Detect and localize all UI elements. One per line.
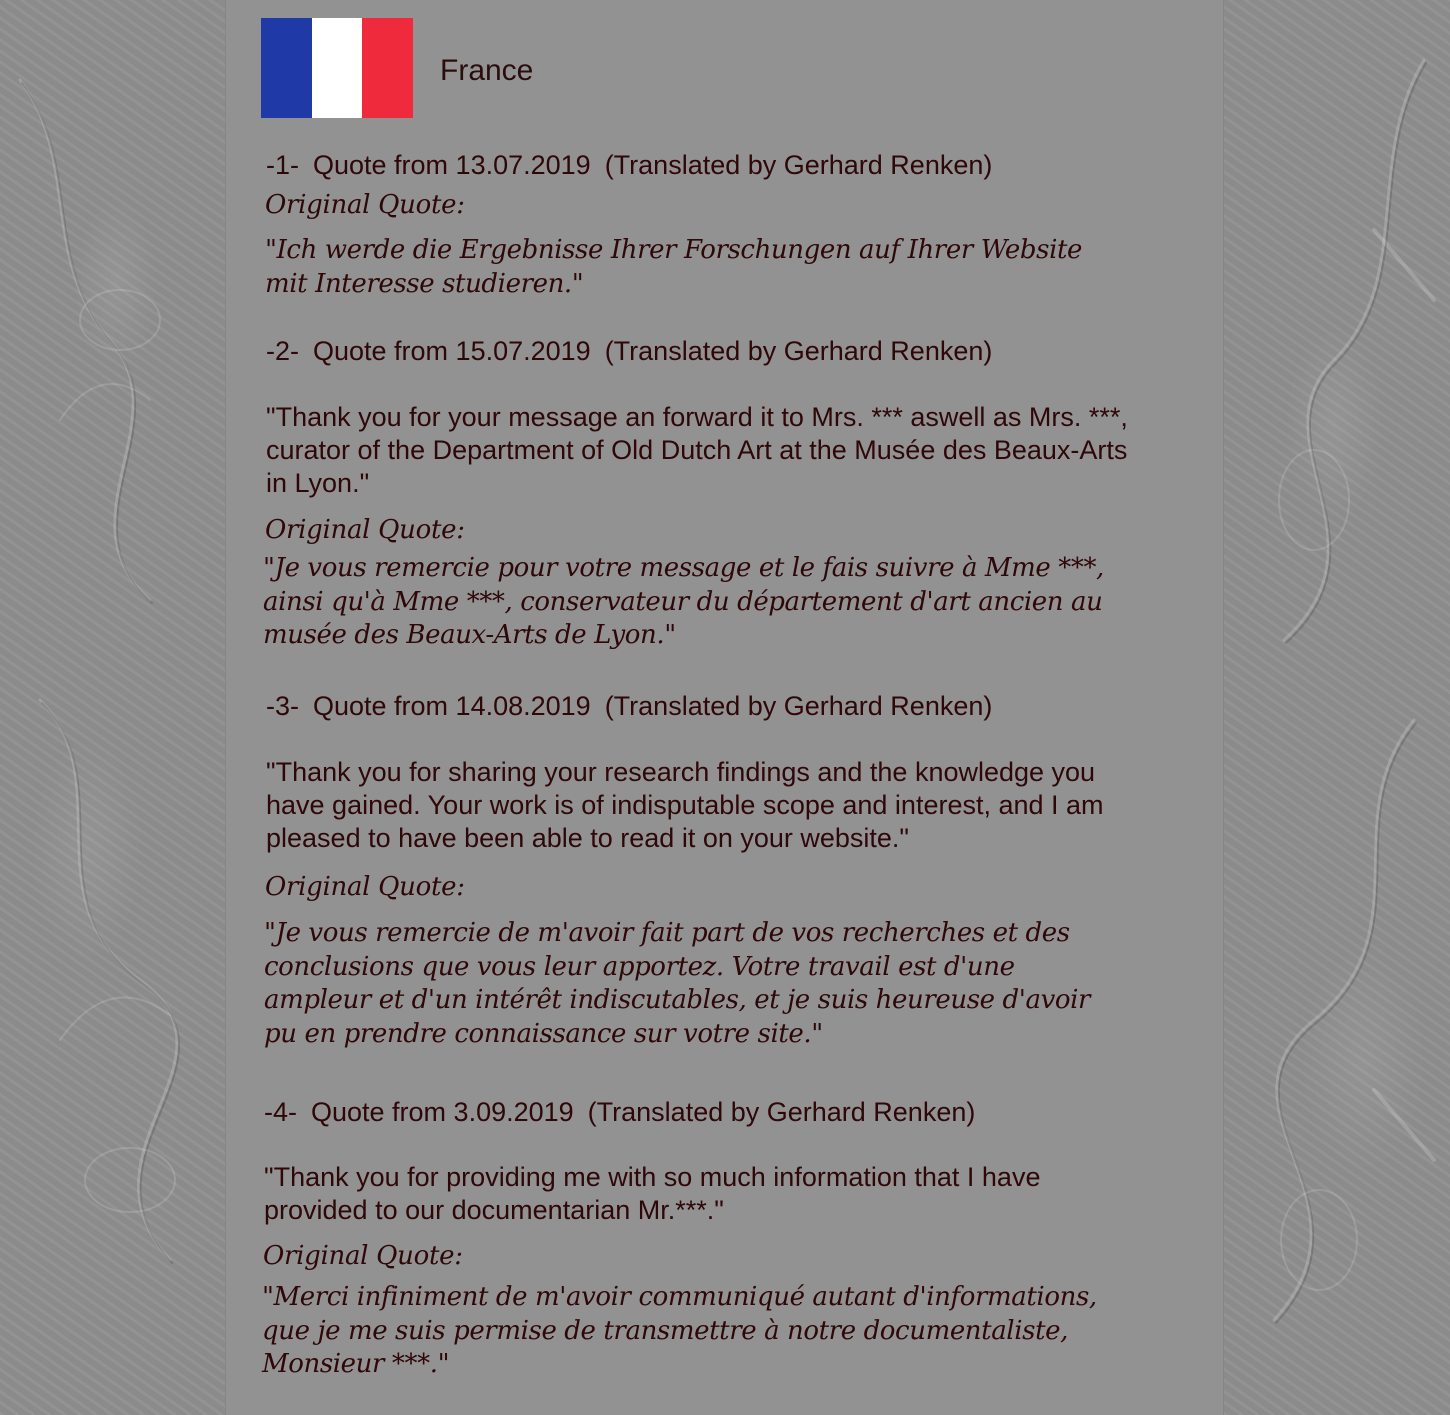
- quote-4-heading: [264, 1096, 975, 1129]
- original-line: mit Interesse studieren.": [265, 268, 584, 299]
- embossed-floral-border-left: [0, 0, 225, 1415]
- quote-4-original-label: Original Quote:: [263, 1241, 463, 1271]
- original-line: conclusions que vous leur apportez. Votre travail est d'une: [264, 951, 1015, 982]
- country-title: France: [440, 54, 534, 87]
- original-line: ampleur et d'un intérêt indiscutables, et je suis heureuse d'avoir: [264, 985, 1091, 1015]
- quote-number: -3-: [266, 691, 299, 721]
- translator-credit: (Translated by Gerhard Renken): [604, 150, 993, 180]
- original-line: ainsi qu'à Mme ***, conservateur du département d'art ancien au: [263, 586, 1103, 617]
- quote-3-english-text: [266, 756, 1104, 855]
- quote-2-original-text: [263, 552, 1104, 653]
- flag-white-stripe: [312, 18, 363, 118]
- english-line: provided to our documentarian Mr.***.": [264, 1195, 724, 1225]
- original-line: "Je vous remercie de m'avoir fait part de vos recherches et des: [264, 918, 1070, 948]
- quote-2-original-label: Original Quote:: [265, 515, 465, 545]
- quote-date: Quote from 13.07.2019: [313, 150, 591, 180]
- quote-number: -4-: [264, 1097, 297, 1127]
- quote-3-heading: [266, 690, 992, 723]
- english-line: pleased to have been able to read it on your website.": [266, 823, 910, 853]
- quote-date: Quote from 3.09.2019: [311, 1097, 574, 1127]
- translator-credit: (Translated by Gerhard Renken): [604, 336, 993, 366]
- quote-date: Quote from 15.07.2019: [313, 336, 591, 366]
- embossed-floral-border-right: [1224, 0, 1450, 1415]
- english-line: in Lyon.": [266, 468, 370, 498]
- translator-credit: (Translated by Gerhard Renken): [587, 1097, 976, 1127]
- flag-blue-stripe: [261, 18, 312, 118]
- quote-2-english-text: [266, 401, 1128, 500]
- quote-1-original-text: [265, 234, 1082, 301]
- english-line: "Thank you for your message an forward it to Mrs. *** aswell as Mrs. ***,: [266, 402, 1128, 432]
- english-line: "Thank you for sharing your research findings and the knowledge you: [266, 757, 1096, 787]
- quote-1-original-label: Original Quote:: [265, 190, 465, 220]
- english-line: have gained. Your work is of indisputable scope and interest, and I am: [266, 790, 1104, 820]
- flag-red-stripe: [362, 18, 413, 118]
- original-line: Monsieur ***.": [262, 1349, 450, 1379]
- quote-3-original-label: Original Quote:: [265, 872, 465, 902]
- quote-4-english-text: [264, 1161, 1040, 1227]
- quote-4-original-text: [262, 1281, 1097, 1382]
- original-line: pu en prendre connaissance sur votre site.": [264, 1018, 823, 1049]
- original-line: "Merci infiniment de m'avoir communiqué autant d'informations,: [262, 1282, 1097, 1312]
- translator-credit: (Translated by Gerhard Renken): [604, 691, 993, 721]
- quote-1-heading: [266, 149, 992, 182]
- quote-2-heading: [266, 335, 992, 368]
- original-line: "Ich werde die Ergebnisse Ihrer Forschungen auf Ihrer Website: [265, 235, 1083, 265]
- original-line: "Je vous remercie pour votre message et le fais suivre à Mme ***,: [263, 553, 1104, 583]
- quote-number: -2-: [266, 336, 299, 366]
- quote-date: Quote from 14.08.2019: [313, 691, 591, 721]
- english-line: "Thank you for providing me with so much information that I have: [264, 1162, 1041, 1192]
- france-flag: [261, 18, 413, 118]
- quote-3-original-text: [264, 917, 1090, 1051]
- original-line: que je me suis permise de transmettre à notre documentaliste,: [262, 1315, 1068, 1346]
- original-line: musée des Beaux-Arts de Lyon.": [263, 620, 676, 650]
- english-line: curator of the Department of Old Dutch Art at the Musée des Beaux-Arts: [266, 435, 1128, 465]
- quote-number: -1-: [266, 150, 299, 180]
